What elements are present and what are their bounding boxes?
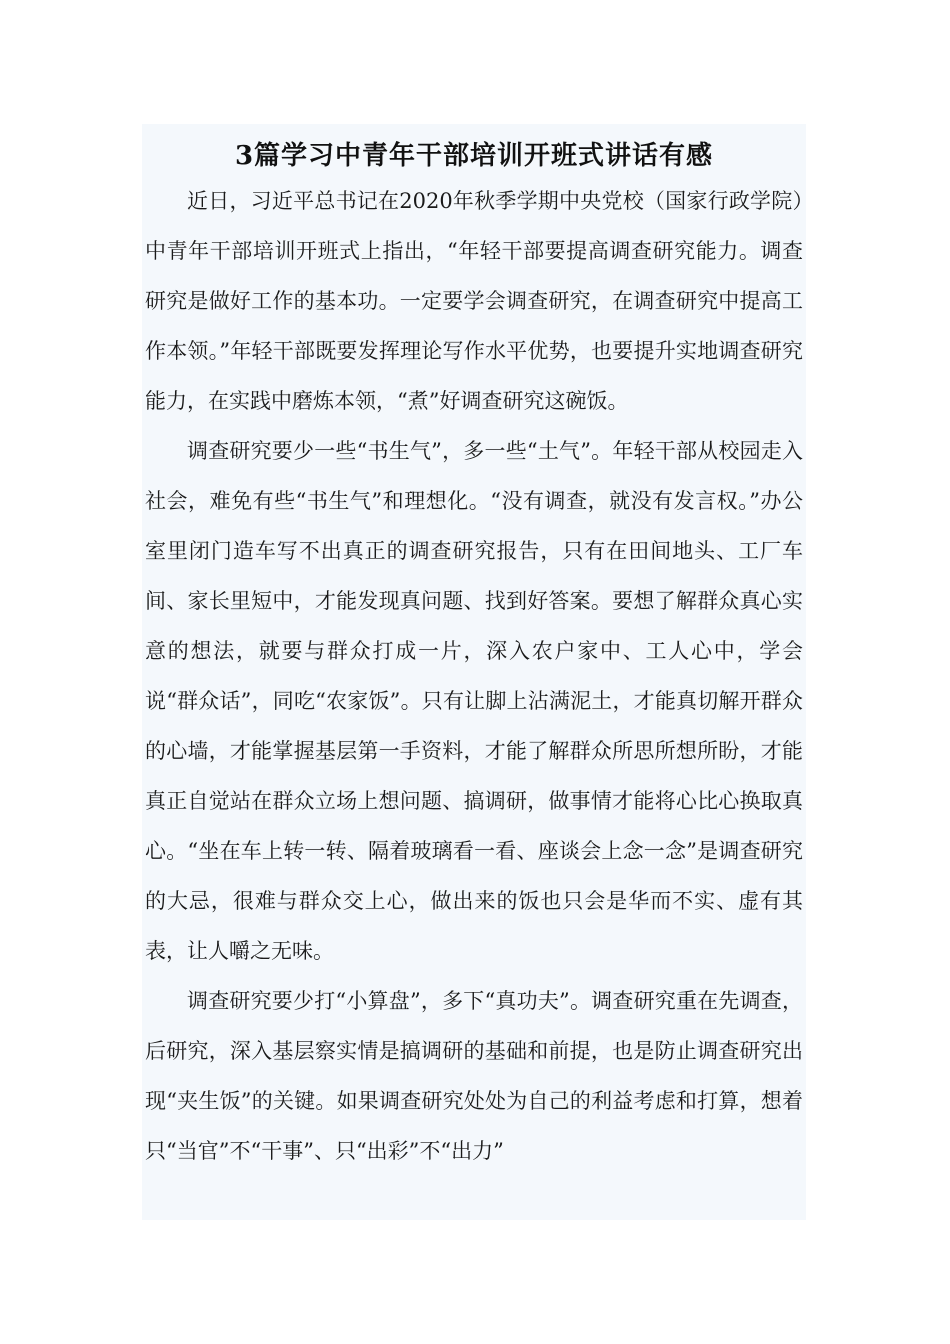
document-page <box>142 124 806 1220</box>
document-body <box>142 176 806 1176</box>
paragraph-2: 调查研究要少一些“书生气”，多一些“土气”。年轻干部从校园走入社会，难免有些“书生气”和理想化。“没有调查，就没有发言权。”办公室里闭门造车写不出真正的调查研究报告，只有在田间地头、工厂车间、家长里短中，才能发现真问题、找到好答案。要想了解群众真心实意的想法，就要与群众打成一片，深入农户家中、工人心中，学会说“群众话”，同吃“农家饭”。只有让脚上沾满泥土，才能真切解开群众的心墙，才能掌握基层第一手资料，才能了解群众所思所想所盼，才能真正自觉站在群众立场上想问题、搞调研，做事情才能将心比心换取真心。“坐在车上转一转、隔着玻璃看一看、座谈会上念一念”是调查研究的大忌，很难与群众交上心，做出来的饭也只会是华而不实、虚有其表，让人嚼之无味。 <box>145 439 803 963</box>
document-title: 3篇学习中青年干部培训开班式讲话有感 <box>234 141 714 171</box>
paragraph-3: 调查研究要少打“小算盘”，多下“真功夫”。调查研究重在先调查，后研究，深入基层察实情是搞调研的基础和前提，也是防止调查研究出现“夹生饭”的关键。如果调查研究处处为自己的利益考虑和打算，想着只“当官”不“干事”、只“出彩”不“出力” <box>145 989 803 1163</box>
paragraph-1: 近日，习近平总书记在2020年秋季学期中央党校（国家行政学院）中青年干部培训开班式上指出，“年轻干部要提高调查研究能力。调查研究是做好工作的基本功。一定要学会调查研究，在调查研究中提高工作本领。”年轻干部既要发挥理论写作水平优势，也要提升实地调查研究能力，在实践中磨炼本领，“煮”好调查研究这碗饭。 <box>145 189 803 413</box>
